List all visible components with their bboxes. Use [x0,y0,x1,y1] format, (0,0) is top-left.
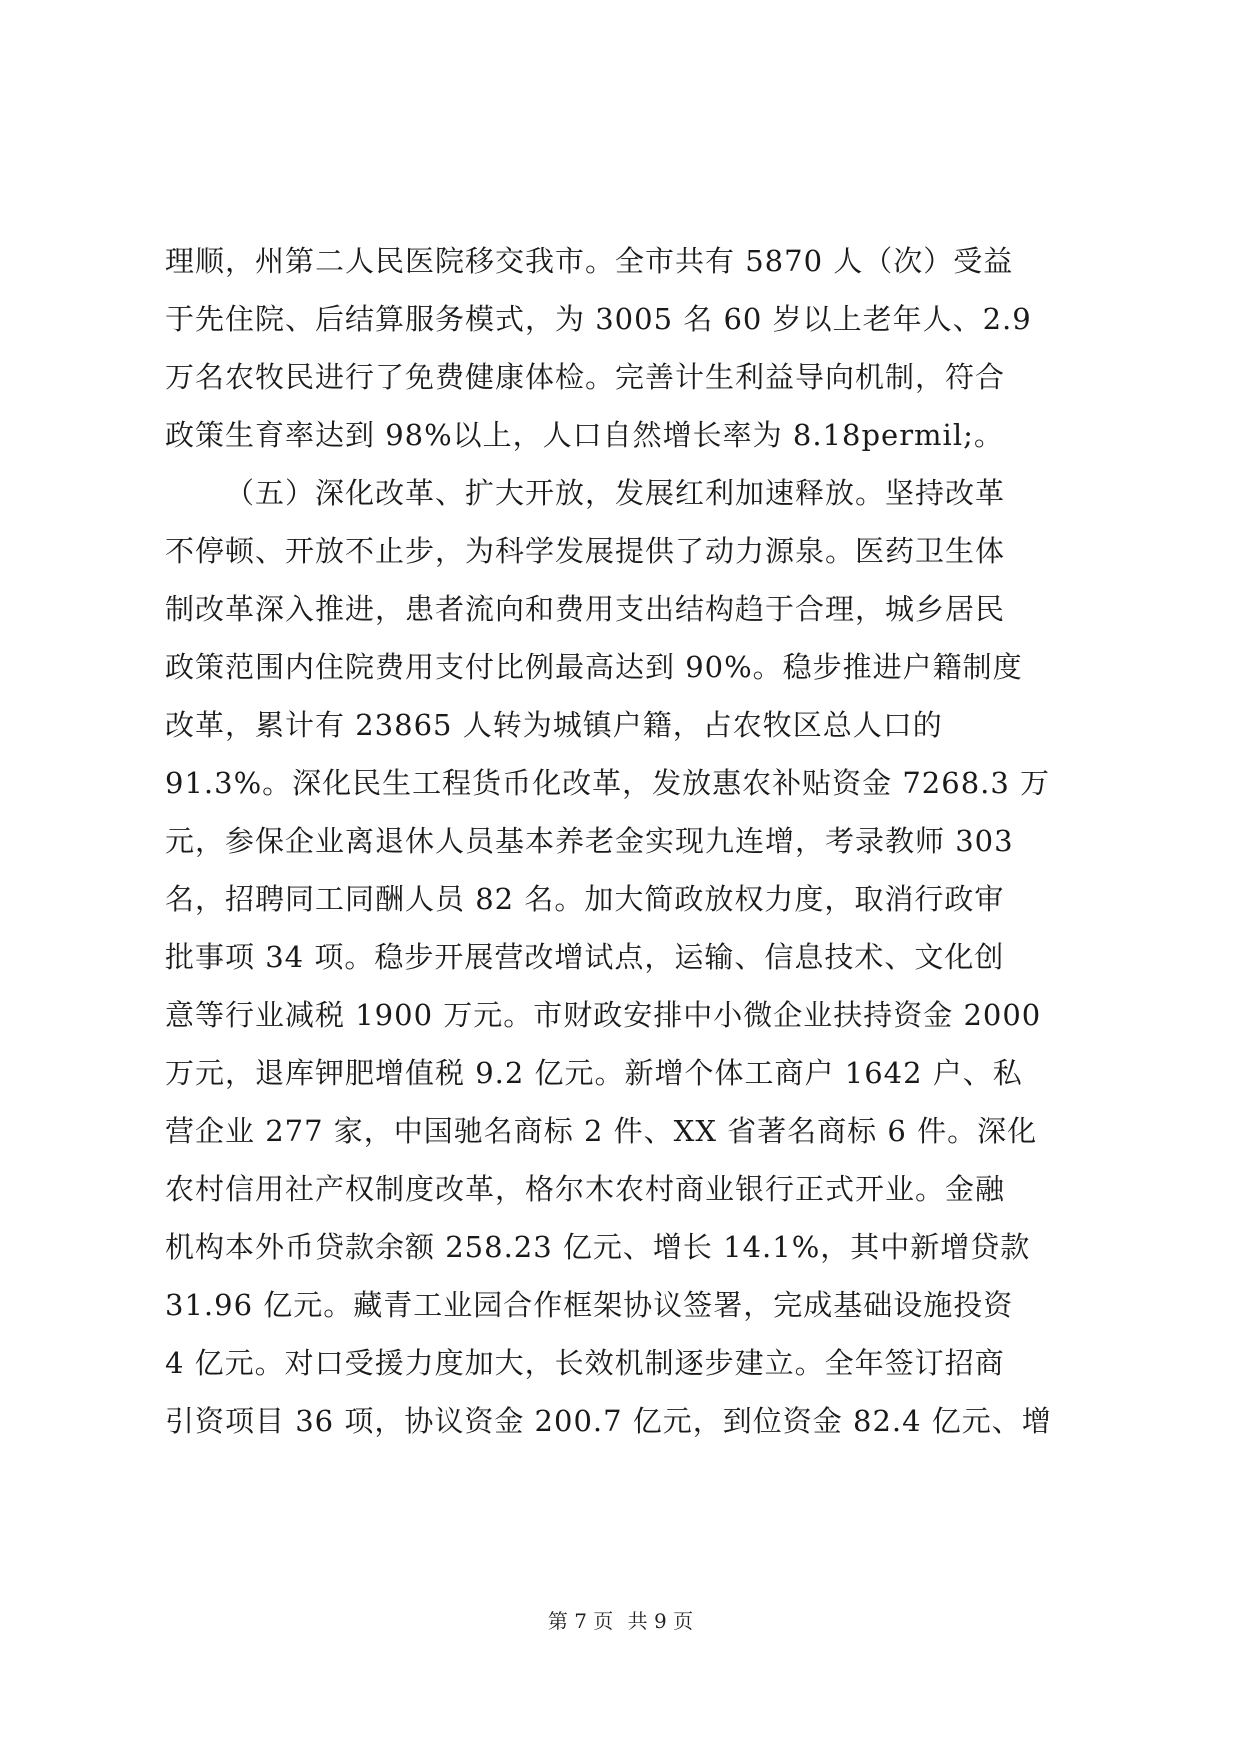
text-line: 4 亿元。对口受援力度加大，长效机制逐步建立。全年签订招商 [165,1346,1005,1380]
text-line: 机构本外币贷款余额 258.23 亿元、增长 14.1%，其中新增贷款 [165,1230,1031,1264]
text-line: 营企业 277 家，中国驰名商标 2 件、XX 省著名商标 6 件。深化 [165,1114,1038,1148]
page-number: 第 7 页 [547,1609,614,1633]
text-line: 政策范围内住院费用支付比例最高达到 90%。稳步推进户籍制度 [165,650,1023,684]
text-line: 政策生育率达到 98%以上，人口自然增长率为 8.18permil;。 [165,418,1004,452]
body-text [165,232,1075,1450]
text-line: 不停顿、开放不止步，为科学发展提供了动力源泉。医药卫生体 [165,534,1006,568]
text-line: 万元，退库钾肥增值税 9.2 亿元。新增个体工商户 1642 户、私 [165,1056,1023,1090]
text-line: 农村信用社产权制度改革，格尔木农村商业银行正式开业。金融 [165,1172,1006,1206]
text-line: 批事项 34 项。稳步开展营改增试点，运输、信息技术、文化创 [165,940,1005,974]
page-total: 共 9 页 [627,1609,694,1633]
text-line: 改革，累计有 23865 人转为城镇户籍，占农牧区总人口的 [165,708,943,742]
text-line: 元，参保企业离退休人员基本养老金实现九连增，考录教师 303 [165,824,1014,858]
text-line: 于先住院、后结算服务模式，为 3005 名 60 岁以上老年人、2.9 [165,302,1032,336]
text-line: 万名农牧民进行了免费健康体检。完善计生利益导向机制，符合 [165,360,1006,394]
page-footer [0,1606,1241,1636]
text-line: 名，招聘同工同酬人员 82 名。加大简政放权力度，取消行政审 [165,882,1005,916]
text-line: 制改革深入推进，患者流向和费用支出结构趋于合理，城乡居民 [165,592,1006,626]
text-line: 91.3%。深化民生工程货币化改革，发放惠农补贴资金 7268.3 万 [165,766,1051,800]
section-heading-line: （五）深化改革、扩大开放，发展红利加速释放。坚持改革 [225,476,1006,510]
text-line: 意等行业减税 1900 万元。市财政安排中小微企业扶持资金 2000 [165,998,1042,1032]
text-line: 理顺，州第二人民医院移交我市。全市共有 5870 人（次）受益 [165,244,1014,278]
text-line: 31.96 亿元。藏青工业园合作框架协议签署，完成基础设施投资 [165,1288,1014,1322]
text-line: 引资项目 36 项，协议资金 200.7 亿元，到位资金 82.4 亿元、增 [165,1404,1052,1438]
